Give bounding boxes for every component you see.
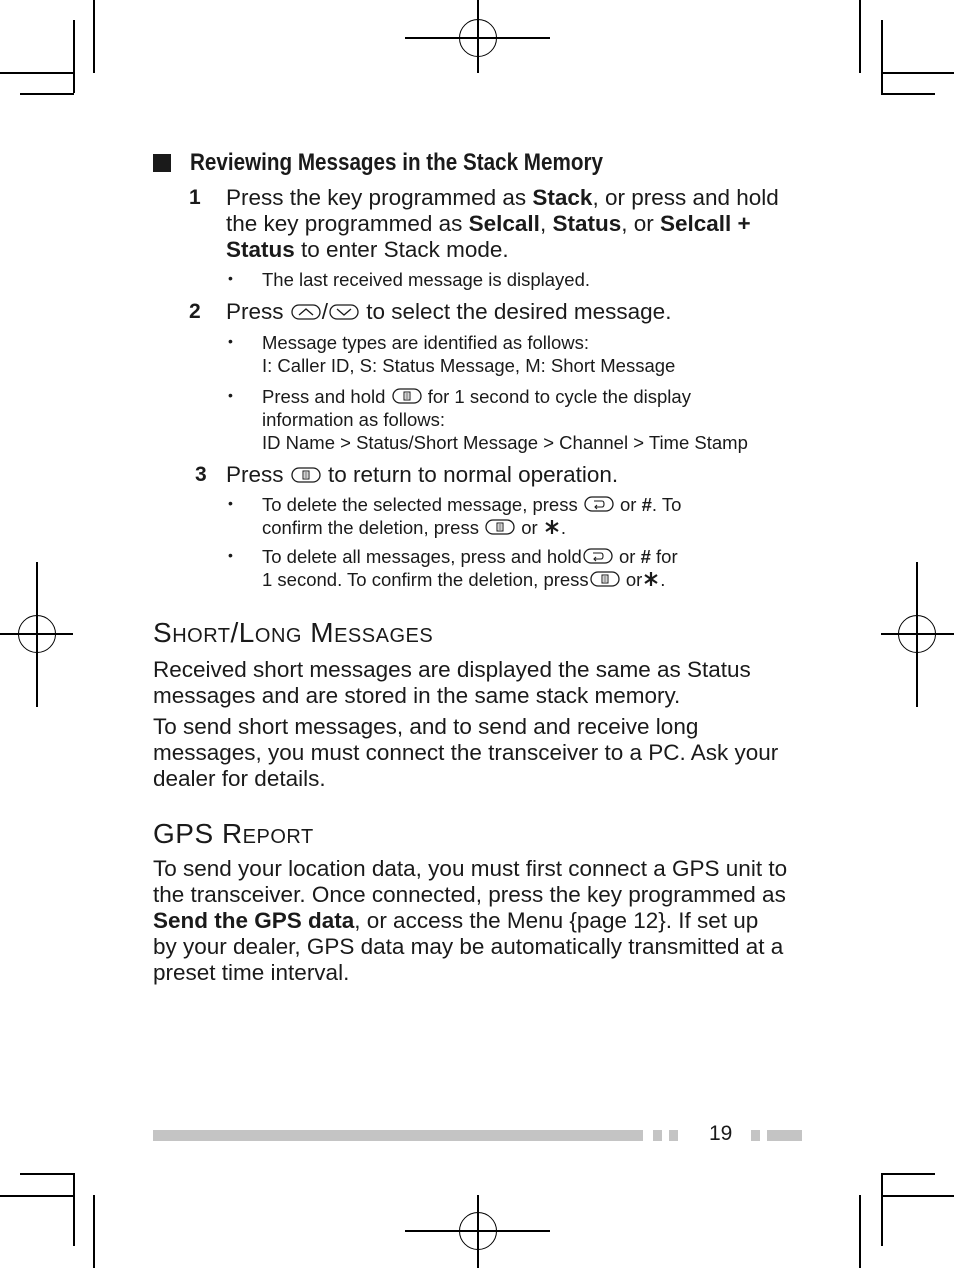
menu-key-icon: [290, 465, 322, 485]
asterisk-icon: [642, 569, 660, 589]
bullet-dot: •: [228, 387, 233, 403]
short-long-paragraph-1: Received short messages are displayed the same as Status messages and are stored in the same stack memory.: [153, 657, 751, 708]
step-number: 1: [189, 186, 201, 209]
page-number: 19: [709, 1122, 733, 1145]
section-header: [153, 149, 793, 179]
short-long-paragraph-2: To send short messages, and to send and receive long messages, you must connect the transceiver to a PC. Ask your dealer for details.: [153, 714, 779, 791]
step-number: 3: [195, 463, 207, 486]
section-heading: Reviewing Messages in the Stack Memory: [190, 149, 603, 176]
footer-bar-left: [153, 1130, 643, 1141]
back-key-icon: [582, 546, 614, 566]
step-text: Press / to select the desired message.: [226, 299, 672, 324]
square-bullet-icon: [153, 154, 171, 172]
back-key-icon: [583, 494, 615, 514]
menu-key-icon: [484, 517, 516, 537]
step-text: Press to return to normal operation.: [226, 462, 619, 487]
step-note: The last received message is displayed.: [262, 269, 591, 290]
up-key-icon: [290, 302, 322, 322]
footer-bar-right: [767, 1130, 802, 1141]
gps-paragraph: To send your location data, you must first connect a GPS unit to the transceiver. Once connected, press the key programmed as Send the GPS data, or access the Menu {page 12}. If set up by your dealer, GPS data may be automatically transmitted at a preset time interval.: [153, 856, 788, 985]
down-key-icon: [328, 302, 360, 322]
step-note: To delete the selected message, press or #. To confirm the deletion, press or .: [262, 494, 682, 538]
step-number: 2: [189, 300, 201, 323]
short-long-heading: SHORT/LONG MESSAGES: [153, 617, 434, 648]
menu-key-icon: [391, 386, 423, 406]
bullet-dot: •: [228, 495, 233, 511]
gps-heading: GPS REPORT: [153, 818, 314, 849]
bullet-dot: •: [228, 547, 233, 563]
step-text: Press the key programmed as Stack, or press and hold the key programmed as Selcall, Status, or Selcall + Status to enter Stack mode.: [226, 185, 779, 262]
bullet-dot: •: [228, 333, 233, 349]
footer-square: [669, 1130, 678, 1141]
step-note: Press and hold for 1 second to cycle the display information as follows: ID Name > Status/Short Message > Channel > Time Stamp: [262, 386, 748, 453]
asterisk-icon: [543, 517, 561, 537]
footer-square: [751, 1130, 760, 1141]
menu-key-icon: [589, 569, 621, 589]
step-note: Message types are identified as follows: I: Caller ID, S: Status Message, M: Short Message: [262, 332, 676, 376]
bullet-dot: •: [228, 270, 233, 286]
step-note: To delete all messages, press and hold or # for 1 second. To confirm the deletion, press or .: [262, 546, 678, 590]
footer-square: [653, 1130, 662, 1141]
